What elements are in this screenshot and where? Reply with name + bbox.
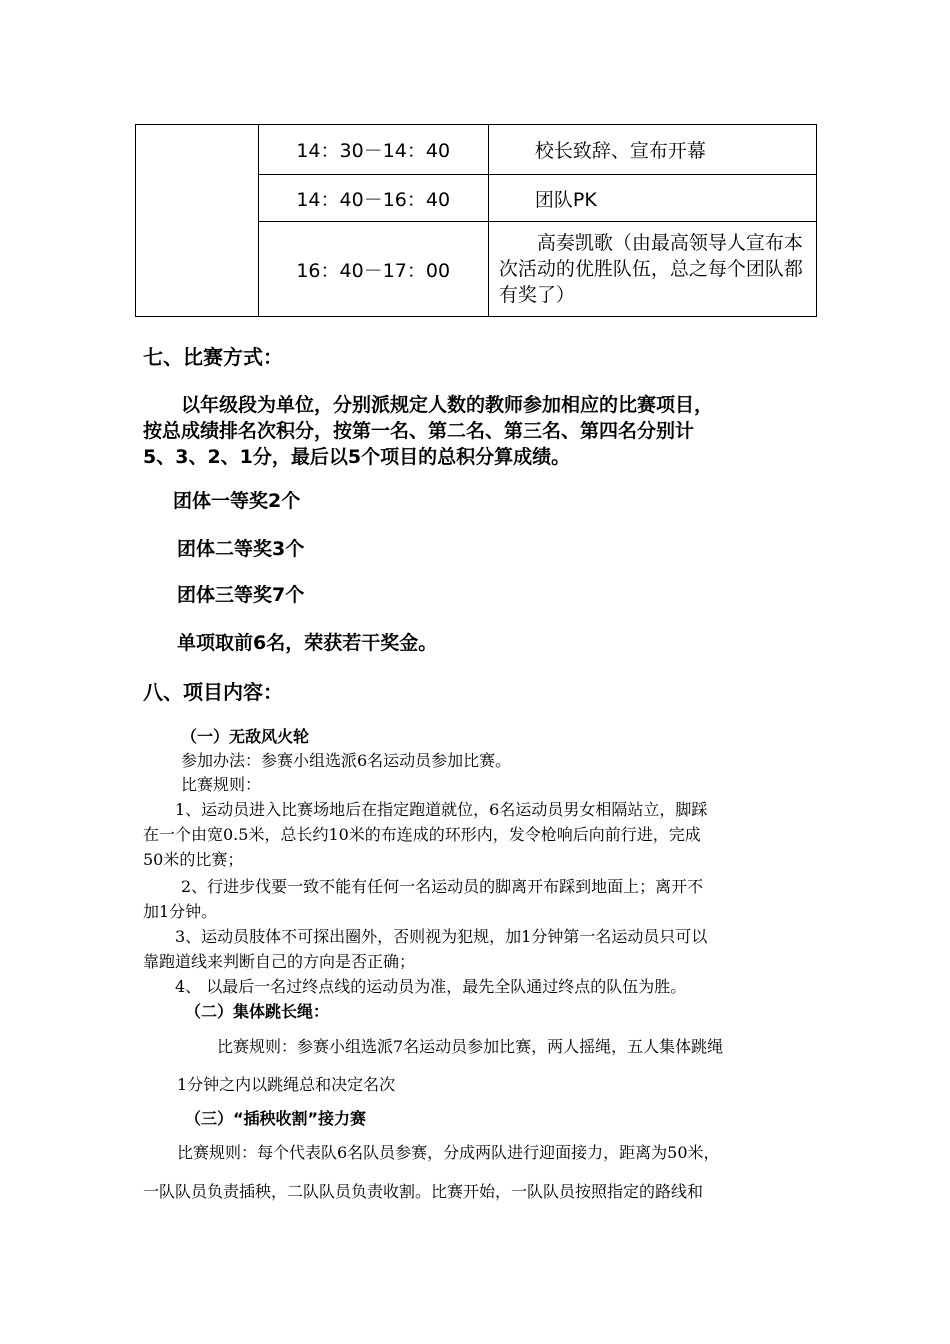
- rule-line: 2、行进步伐要一致不能有任何一名运动员的脚离开布踩到地面上；离开不: [181, 877, 704, 896]
- item-text: 团队PK: [534, 188, 597, 211]
- section7-para-line: 5、3、2、1分，最后以5个项目的总积分算成绩。: [143, 446, 571, 468]
- rule-line: 比赛规则：参赛小组选派7名运动员参加比赛，两人摇绳，五人集体跳绳: [217, 1037, 724, 1056]
- award-line: 团体三等奖7个: [177, 584, 305, 606]
- table-cell-empty: [136, 125, 259, 317]
- rule-line: 3、运动员肢体不可探出圈外，否则视为犯规，加1分钟第一名运动员只可以: [175, 927, 708, 946]
- schedule-table: [135, 124, 817, 317]
- item-cell: [488, 175, 816, 222]
- item1-title: （一）无敌风火轮: [181, 727, 310, 746]
- item-text: 校长致辞、宣布开幕: [534, 140, 706, 162]
- rule-line: 50米的比赛；: [143, 850, 244, 869]
- table-row: [136, 125, 817, 175]
- award-line: 团体一等奖2个: [173, 490, 301, 512]
- rule-line: 在一个由宽0.5米，总长约10米的布连成的环形内，发令枪响后向前行进，完成: [143, 825, 701, 844]
- item1-method: 参加办法：参赛小组选派6名运动员参加比赛。: [181, 751, 512, 770]
- rule-line: 加1分钟。: [143, 902, 218, 921]
- rule-line: 1分钟之内以跳绳总和决定名次: [177, 1075, 396, 1094]
- item-text: 高奏凯歌（由最高领导人宣布本次活动的优胜队伍，总之每个团队都有奖了）: [498, 232, 803, 306]
- section8-heading: 八、项目内容：: [143, 680, 283, 704]
- award-line: 团体二等奖3个: [177, 538, 305, 560]
- item-cell: [488, 125, 816, 175]
- rule-line: 一队队员负责插秧，二队队员负责收割。比赛开始，一队队员按照指定的路线和: [143, 1182, 704, 1201]
- section7-heading: 七、比赛方式：: [143, 345, 283, 369]
- item-cell: [488, 222, 816, 317]
- time-cell: 16：40－17：00: [258, 222, 488, 317]
- section7-para-line: 以年级段为单位，分别派规定人数的教师参加相应的比赛项目，: [181, 394, 714, 416]
- time-cell: 14：30－14：40: [258, 125, 488, 175]
- item2-title: （二）集体跳长绳：: [185, 1002, 330, 1021]
- item3-title: （三）“插秧收割”接力赛: [185, 1109, 367, 1128]
- rule-line: 4、 以最后一名过终点线的运动员为准，最先全队通过终点的队伍为胜。: [175, 977, 687, 996]
- rule-line: 比赛规则：每个代表队6名队员参赛，分成两队进行迎面接力，距离为50米，: [177, 1143, 720, 1162]
- award-line: 单项取前6名，荣获若干奖金。: [177, 632, 438, 654]
- section7-para-line: 按总成绩排名次积分，按第一名、第二名、第三名、第四名分别计: [143, 420, 695, 442]
- item1-rules-label: 比赛规则：: [181, 775, 262, 794]
- rule-line: 靠跑道线来判断自己的方向是否正确；: [143, 952, 416, 971]
- time-cell: 14：40－16：40: [258, 175, 488, 222]
- rule-line: 1、运动员进入比赛场地后在指定跑道就位，6名运动员男女相隔站立，脚踩: [175, 800, 708, 819]
